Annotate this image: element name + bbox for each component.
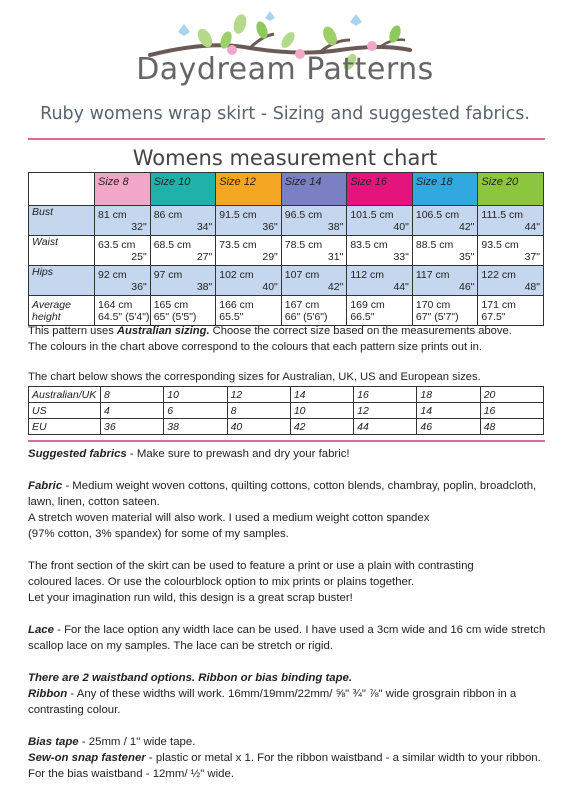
inch-value: 29" xyxy=(262,251,278,263)
front-text: Let your imagination run wild, this design is a great scrap buster! xyxy=(28,592,353,604)
divider xyxy=(28,440,545,442)
cm-value: 106.5 cm xyxy=(415,209,460,221)
measurement-row-hips xyxy=(29,266,544,296)
size-cell: 4 xyxy=(101,403,164,419)
page-subtitle: Ruby womens wrap skirt - Sizing and suggested fabrics. xyxy=(40,104,530,124)
measurement-cell xyxy=(412,206,478,236)
inch-value: 33" xyxy=(393,251,409,263)
measurement-cell xyxy=(281,206,347,236)
size-header-14: Size 14 xyxy=(281,173,347,206)
size-cell: 36 xyxy=(101,419,164,435)
cm-value: 86 cm xyxy=(153,209,183,221)
size-cell: 12 xyxy=(227,387,290,403)
measurement-cell xyxy=(347,236,413,266)
inch-value: 32" xyxy=(131,221,147,233)
inch-value: 37" xyxy=(524,251,540,263)
measurement-cell xyxy=(281,236,347,266)
inch-value: 46" xyxy=(459,281,475,293)
measurement-cell xyxy=(412,266,478,296)
cm-value: 111.5 cm xyxy=(481,209,524,221)
fabric-label: Fabric xyxy=(28,480,63,492)
ribbon-text: - Any of these widths will work. 16mm/19mm/22mm/ ⅝" ¾" ⅞" wide grosgrain ribbon in a contrasting colour. xyxy=(28,688,517,716)
measurement-cell xyxy=(478,206,544,236)
sizing-note xyxy=(28,323,548,355)
size-system-label: EU xyxy=(29,419,101,435)
cm-value: 88.5 cm xyxy=(415,239,454,251)
cm-value: 166 cm xyxy=(219,299,254,311)
inch-value: 38" xyxy=(327,221,344,233)
inch-value: 38" xyxy=(196,281,213,293)
measurement-cell xyxy=(216,266,282,296)
cm-value: 170 cm xyxy=(415,299,451,311)
size-row xyxy=(29,419,544,435)
inch-value: 42" xyxy=(459,221,475,233)
lace-text: - For the lace option any width lace can be used. I have used a 3cm wide and 16 cm wide stretch scallop lace on my samples. The lace can be stretch or rigid. xyxy=(28,624,546,652)
size-cell: 42 xyxy=(290,419,353,435)
row-label xyxy=(29,296,95,326)
size-header-12: Size 12 xyxy=(216,173,282,206)
size-system-label: Australian/UK xyxy=(29,387,101,403)
brand-name: Daydream Patterns xyxy=(136,52,434,87)
stretch-text: (97% cotton, 3% spandex) for some of my samples. xyxy=(28,528,289,540)
size-header-20: Size 20 xyxy=(478,173,544,206)
cm-value: 122 cm xyxy=(481,269,516,281)
measurement-cell xyxy=(216,206,282,236)
size-header-8: Size 8 xyxy=(95,173,151,206)
size-conversion-table xyxy=(28,386,544,435)
size-cell: 12 xyxy=(354,403,417,419)
size-cell: 20 xyxy=(480,387,543,403)
snap-label: Sew-on snap fastener xyxy=(28,752,146,764)
inch-value: 34" xyxy=(196,221,213,233)
measurement-cell xyxy=(281,266,347,296)
inch-value: 36" xyxy=(262,221,278,233)
inch-value: 31" xyxy=(327,251,344,263)
measurement-cell xyxy=(478,266,544,296)
size-cell: 18 xyxy=(417,387,480,403)
chart-title: Womens measurement chart xyxy=(132,146,438,170)
inch-value: 67.5" xyxy=(481,311,506,323)
cm-value: 107 cm xyxy=(284,269,320,281)
measurement-cell xyxy=(95,206,151,236)
inch-value: 64.5" (5'4") xyxy=(98,311,150,323)
size-cell: 16 xyxy=(480,403,543,419)
lace-label: Lace xyxy=(28,624,54,636)
row-label-line: Average xyxy=(32,299,71,311)
size-cell: 14 xyxy=(417,403,480,419)
cm-value: 102 cm xyxy=(219,269,254,281)
cm-value: 169 cm xyxy=(350,299,385,311)
measurement-row-waist xyxy=(29,236,544,266)
size-row xyxy=(29,387,544,403)
cm-value: 165 cm xyxy=(153,299,189,311)
cm-value: 101.5 cm xyxy=(350,209,394,221)
inch-value: 25" xyxy=(131,251,147,263)
cm-value: 73.5 cm xyxy=(219,239,257,251)
size-cell: 40 xyxy=(227,419,290,435)
inch-value: 42" xyxy=(327,281,344,293)
cm-value: 92 cm xyxy=(98,269,127,281)
size-header-10: Size 10 xyxy=(150,173,216,206)
cm-value: 97 cm xyxy=(153,269,183,281)
note-text: The colours in the chart above correspond to the colours that each pattern size prints out in. xyxy=(28,341,482,353)
front-text: coloured laces. Or use the colourblock option to mix prints or plains together. xyxy=(28,576,415,588)
cm-value: 164 cm xyxy=(98,299,133,311)
height-cell xyxy=(150,296,216,326)
measurement-cell xyxy=(412,236,478,266)
stretch-text: A stretch woven material will also work. I used a medium weight cotton spandex xyxy=(28,512,430,524)
note-text: This pattern uses xyxy=(28,325,117,337)
front-text: The front section of the skirt can be used to feature a print or use a plain with contrasting xyxy=(28,560,474,572)
size-cell: 8 xyxy=(227,403,290,419)
inch-value: 67" (5'7") xyxy=(415,311,459,323)
cm-value: 171 cm xyxy=(481,299,516,311)
cm-value: 112 cm xyxy=(350,269,384,281)
height-cell xyxy=(216,296,282,326)
inch-value: 35" xyxy=(459,251,475,263)
height-cell xyxy=(412,296,478,326)
fabric-text: - Medium weight woven cottons, quilting cottons, cotton blends, chambray, poplin, broadcloth, lawn, linen, cotton sateen. xyxy=(28,480,537,508)
measurement-table xyxy=(28,172,544,326)
cm-value: 96.5 cm xyxy=(284,209,323,221)
measurement-cell xyxy=(150,206,216,236)
inch-value: 40" xyxy=(262,281,278,293)
size-system-label: US xyxy=(29,403,101,419)
size-cell: 16 xyxy=(354,387,417,403)
header-empty-cell xyxy=(29,173,95,206)
cm-value: 68.5 cm xyxy=(153,239,192,251)
height-cell xyxy=(478,296,544,326)
size-cell: 8 xyxy=(101,387,164,403)
size-cell: 10 xyxy=(290,403,353,419)
measurement-row-bust xyxy=(29,206,544,236)
fabrics-heading-rest: - Make sure to prewash and dry your fabric! xyxy=(126,448,350,460)
cm-value: 117 cm xyxy=(415,269,450,281)
row-label: Hips xyxy=(29,266,95,296)
measurement-cell xyxy=(478,236,544,266)
cm-value: 93.5 cm xyxy=(481,239,519,251)
note-text: Choose the correct size based on the measurements above. xyxy=(209,325,512,337)
measurement-cell xyxy=(347,206,413,236)
inch-value: 66" (5'6") xyxy=(284,311,328,323)
size-cell: 46 xyxy=(417,419,480,435)
measurement-cell xyxy=(95,266,151,296)
fabrics-section xyxy=(28,446,548,782)
height-cell xyxy=(95,296,151,326)
row-label: Bust xyxy=(29,206,95,236)
measurement-cell xyxy=(95,236,151,266)
inch-value: 66.5" xyxy=(350,311,375,323)
height-cell xyxy=(347,296,413,326)
inch-value: 48" xyxy=(524,281,540,293)
cm-value: 167 cm xyxy=(284,299,320,311)
cm-value: 81 cm xyxy=(98,209,127,221)
inch-value: 27" xyxy=(196,251,213,263)
size-header-18: Size 18 xyxy=(412,173,478,206)
inch-value: 65" (5'5") xyxy=(153,311,197,323)
measurement-cell xyxy=(216,236,282,266)
inch-value: 40" xyxy=(393,221,409,233)
size-cell: 10 xyxy=(164,387,227,403)
measurement-cell xyxy=(347,266,413,296)
size-cell: 48 xyxy=(480,419,543,435)
size-header-16: Size 16 xyxy=(347,173,413,206)
divider xyxy=(28,138,545,140)
inch-value: 44" xyxy=(524,221,540,233)
measurement-cell xyxy=(150,266,216,296)
inch-value: 44" xyxy=(393,281,409,293)
cm-value: 83.5 cm xyxy=(350,239,388,251)
cm-value: 63.5 cm xyxy=(98,239,136,251)
inch-value: 36" xyxy=(131,281,147,293)
fabrics-heading: Suggested fabrics xyxy=(28,448,127,460)
note-bold: Australian sizing. xyxy=(116,325,210,337)
measurement-cell xyxy=(150,236,216,266)
ribbon-label: Ribbon xyxy=(28,688,68,700)
chart-intro: The chart below shows the corresponding sizes for Australian, UK, US and European sizes. xyxy=(28,371,481,383)
size-cell: 6 xyxy=(164,403,227,419)
size-row xyxy=(29,403,544,419)
size-cell: 38 xyxy=(164,419,227,435)
cm-value: 91.5 cm xyxy=(219,209,257,221)
bias-label: Bias tape xyxy=(28,736,79,748)
measurement-row-height xyxy=(29,296,544,326)
inch-value: 65.5" xyxy=(219,311,244,323)
row-label: Waist xyxy=(29,236,95,266)
cm-value: 78.5 cm xyxy=(284,239,323,251)
snap-text: - plastic or metal x 1. For the ribbon waistband - a similar width to your ribbon. For the bias waistband - 12mm/ ½" wide. xyxy=(28,752,541,780)
height-cell xyxy=(281,296,347,326)
row-label-line: height xyxy=(32,311,61,323)
bias-text: - 25mm / 1" wide tape. xyxy=(78,736,196,748)
size-cell: 14 xyxy=(290,387,353,403)
waistband-heading: There are 2 waistband options. Ribbon or bias binding tape. xyxy=(28,672,353,684)
size-cell: 44 xyxy=(354,419,417,435)
